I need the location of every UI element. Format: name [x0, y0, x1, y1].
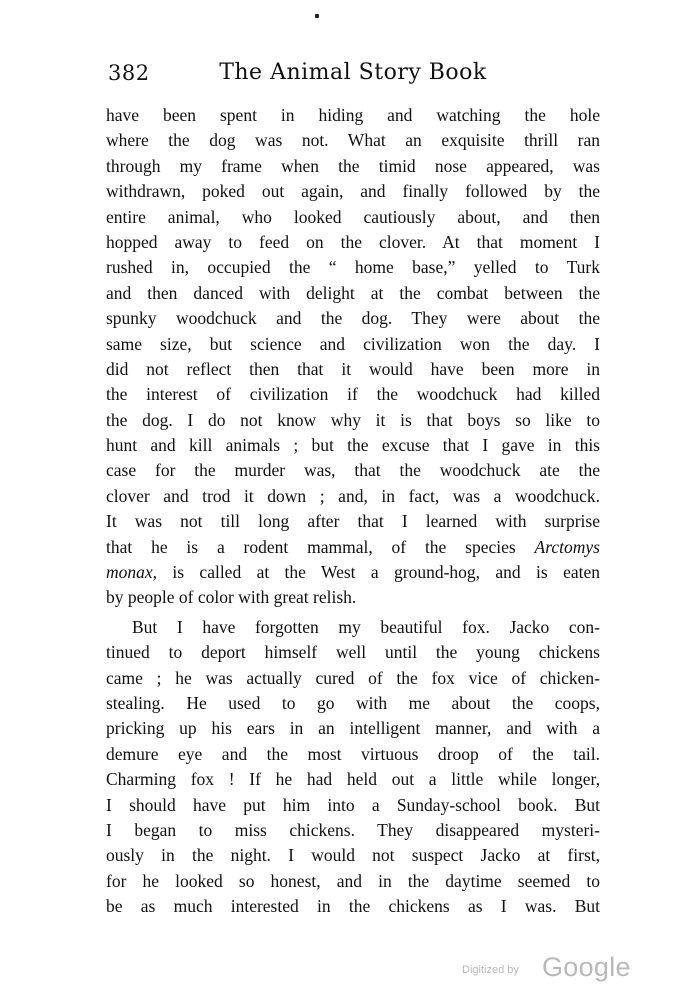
species-epithet: monax,: [106, 562, 158, 583]
body-text: [106, 103, 600, 920]
text-line: and then danced with delight at the combat between the: [106, 282, 600, 303]
text-line-with-species: [106, 560, 600, 585]
text-line-with-species: [106, 535, 600, 560]
text-line: withdrawn, poked out again, and finally followed by the: [106, 181, 600, 202]
text-line: entire animal, who looked cautiously about, and then: [106, 206, 600, 227]
watermark-prefix: Digitized by: [462, 964, 519, 976]
page-header: [108, 58, 598, 92]
text-line: spunky woodchuck and the dog. They were about the: [106, 308, 600, 329]
text-line: rushed in, occupied the “ home base,” yelled to Turk: [106, 257, 600, 278]
text-line: through my frame when the timid nose appeared, was: [106, 155, 600, 176]
text-line: clover and trod it down ; and, in fact, was a woodchuck.: [106, 485, 600, 506]
text-line: came ; he was actually cured of the fox vice of chicken-: [106, 667, 600, 688]
text-line: But I have forgotten my beautiful fox. Jacko con-: [132, 616, 600, 637]
text-line: demure eye and the most virtuous droop of the tail.: [106, 743, 600, 764]
text-line: the dog. I do not know why it is that boys so like to: [106, 409, 600, 430]
text-line: by people of color with great relish.: [106, 587, 357, 608]
text-line: Charming fox ! If he had held out a little while longer,: [106, 769, 600, 790]
line-text: is called at the West a ground-hog, and is eaten: [157, 562, 600, 583]
text-line: have been spent in hiding and watching the hole: [106, 105, 600, 125]
paragraph-2: [106, 615, 600, 920]
text-line: It was not till long after that I learned with surprise: [106, 511, 600, 532]
text-line: for he looked so honest, and in the daytime seemed to: [106, 870, 600, 891]
text-line: hunt and kill animals ; but the excuse that I gave in this: [106, 435, 600, 456]
text-line: pricking up his ears in an intelligent manner, and with a: [106, 718, 600, 739]
text-line: tinued to deport himself well until the young chickens: [106, 642, 600, 663]
text-line: the interest of civilization if the woodchuck had killed: [106, 384, 600, 405]
text-line: same size, but science and civilization won the day. I: [106, 333, 600, 354]
page-number: 382: [108, 61, 150, 85]
text-line: where the dog was not. What an exquisite thrill ran: [106, 130, 600, 151]
digitized-watermark: [462, 952, 662, 986]
running-head: The Animal Story Book: [219, 60, 487, 85]
text-line: be as much interested in the chickens as I was. But: [106, 896, 600, 917]
text-line: ously in the night. I would not suspect Jacko at first,: [106, 845, 600, 866]
print-speck: [315, 14, 319, 18]
text-line: stealing. He used to go with me about the coops,: [106, 692, 600, 713]
text-line: case for the murder was, that the woodchuck ate the: [106, 460, 600, 481]
text-line: hopped away to feed on the clover. At that moment I: [106, 231, 600, 252]
species-genus: Arctomys: [534, 536, 600, 557]
paragraph-1: [106, 103, 600, 611]
text-line: did not reflect then that it would have been more in: [106, 358, 600, 379]
google-logo: Google: [542, 952, 631, 982]
text-line: I should have put him into a Sunday-school book. But: [106, 794, 600, 815]
text-line: I began to miss chickens. They disappeared mysteri-: [106, 819, 600, 840]
line-text: that he is a rodent mammal, of the species: [106, 536, 535, 557]
